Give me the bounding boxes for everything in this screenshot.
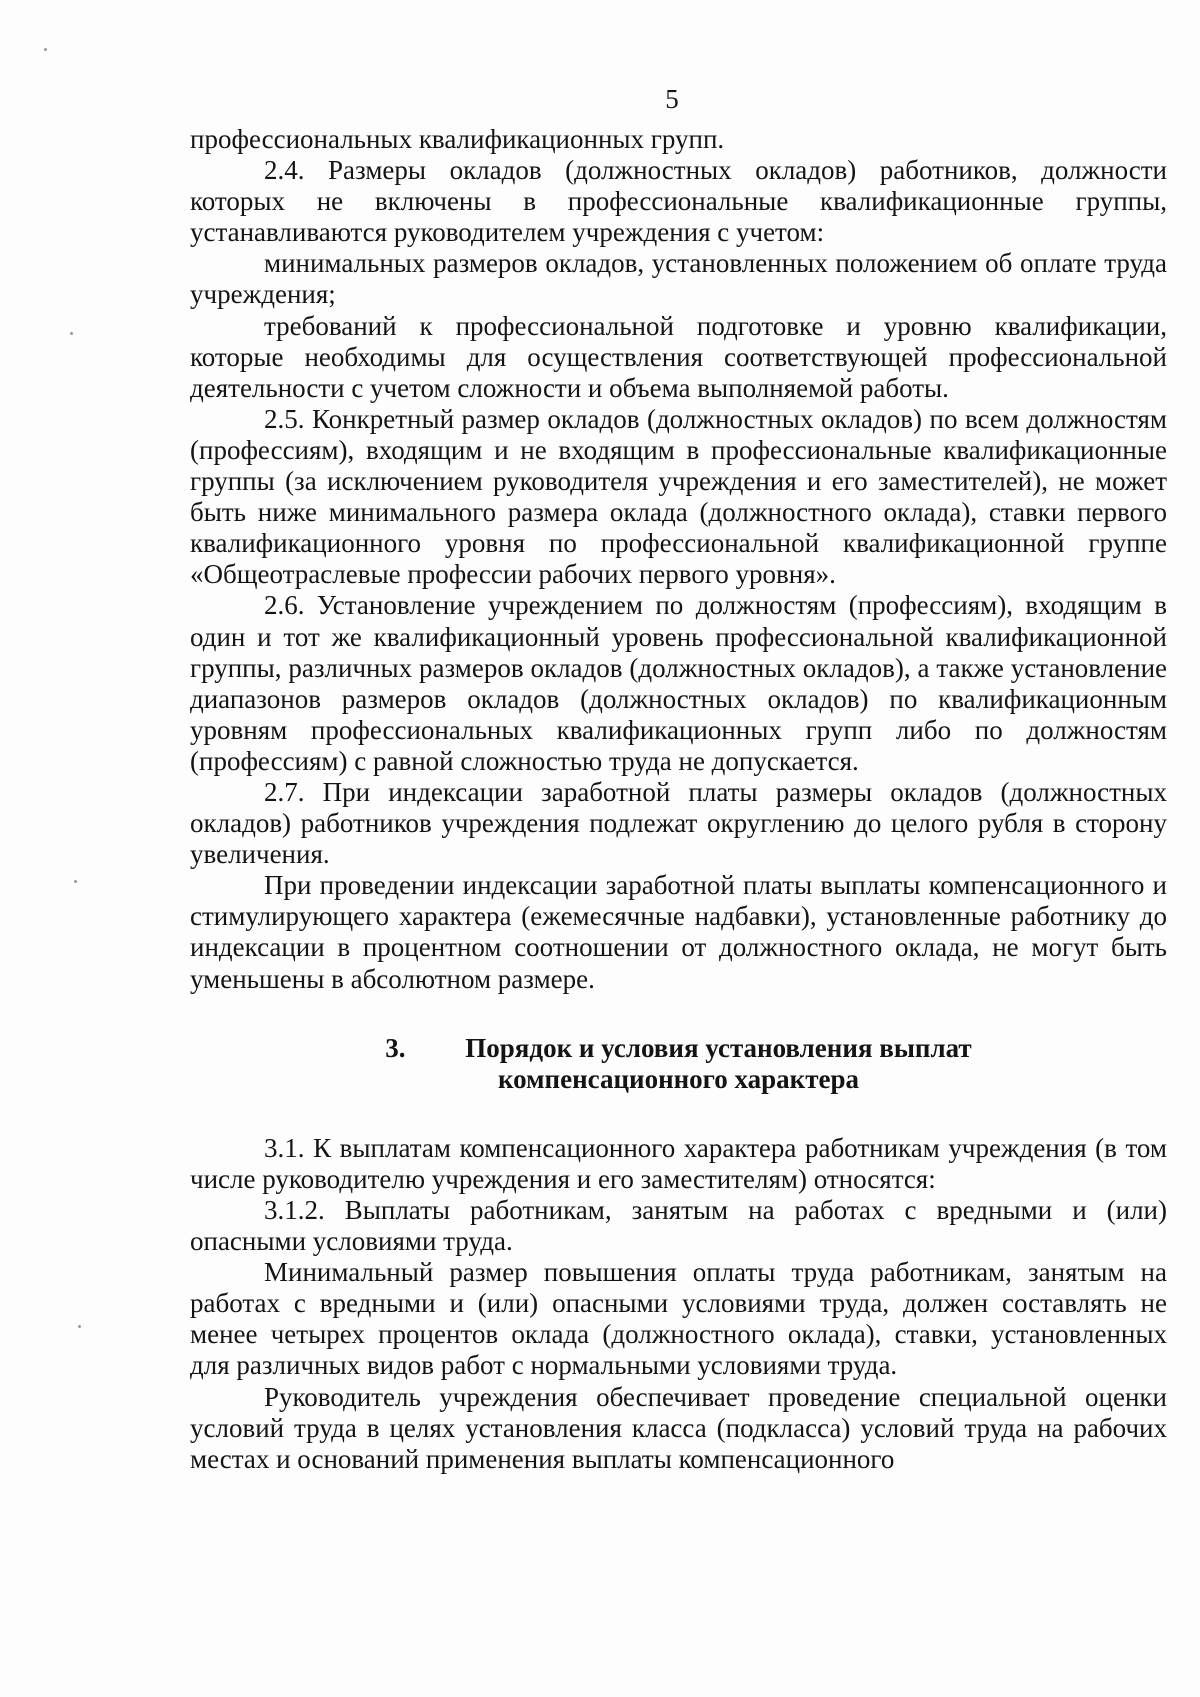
scan-speck <box>74 880 77 883</box>
paragraph: 2.4. Размеры окладов (должностных окладов) работников, должности которых не включены в профессиональные квалификационные группы, устанавливаются руководителем учреждения с учетом: <box>190 155 1167 248</box>
section-number: 3. <box>385 1032 406 1063</box>
paragraph: Минимальный размер повышения оплаты труда работникам, занятым на работах с вредными и (или) опасными условиями труда, должен составлять не менее четырех процентов оклада (должностного оклада), ставки, установленных для различных видов работ с нормальными условиями труда. <box>190 1257 1167 1381</box>
page-number: 5 <box>665 84 679 114</box>
paragraph: 2.6. Установление учреждением по должностям (профессиям), входящим в один и тот же квалификационный уровень профессиональной квалификационной группы, различных размеров окладов (должностных окладов), а также установление диапазонов размеров окладов (должностных окладов) по квалификационным уровням профессиональных квалификационных групп либо по должностям (профессиям) с равной сложностью труда не допускается. <box>190 590 1167 776</box>
scan-speck <box>70 332 73 335</box>
paragraph: 3.1.2. Выплаты работникам, занятым на работах с вредными и (или) опасными условиями труда. <box>190 1195 1167 1257</box>
paragraph: 2.7. При индексации заработной платы размеры окладов (должностных окладов) работников учреждения подлежат округлению до целого рубля в сторону увеличения. <box>190 776 1167 870</box>
scan-speck <box>44 48 47 51</box>
section-title-line-1: Порядок и условия установления выплат <box>465 1032 972 1063</box>
scan-speck <box>78 1325 81 1328</box>
paragraph: 2.5. Конкретный размер окладов (должностных окладов) по всем должностям (профессиям), входящим и не входящим в профессиональные квалификационные группы (за исключением руководителя учреждения и его заместителей), не может быть ниже минимального размера оклада (должностного оклада), ставки первого квалификационного уровня по профессиональной квалификационной группе «Общеотраслевые профессии рабочих первого уровня». <box>190 403 1167 590</box>
section-heading-line-1 <box>190 1033 1167 1064</box>
paragraph: минимальных размеров окладов, установленных положением об оплате труда учреждения; <box>190 248 1167 310</box>
section-heading <box>190 1033 1167 1095</box>
paragraph: 3.1. К выплатам компенсационного характера работникам учреждения (в том числе руководителю учреждения и его заместителям) относятся: <box>190 1132 1167 1194</box>
paragraph: При проведении индексации заработной платы выплаты компенсационного и стимулирующего характера (ежемесячные надбавки), установленные работнику до индексации в процентном соотношении от должностного оклада, не могут быть уменьшены в абсолютном размере. <box>190 870 1167 994</box>
section-title-line-2: компенсационного характера <box>497 1063 860 1094</box>
paragraph: Руководитель учреждения обеспечивает проведение специальной оценки условий труда в целях установления класса (подкласса) условий труда на рабочих местах и оснований применения выплаты компенсационного <box>190 1381 1167 1474</box>
paragraph: требований к профессиональной подготовке и уровню квалификации, которые необходимы для осуществления соответствующей профессиональной деятельности с учетом сложности и объема выполняемой работы. <box>190 310 1167 403</box>
paragraph: профессиональных квалификационных групп. <box>190 124 725 154</box>
document-body <box>190 124 1167 1475</box>
